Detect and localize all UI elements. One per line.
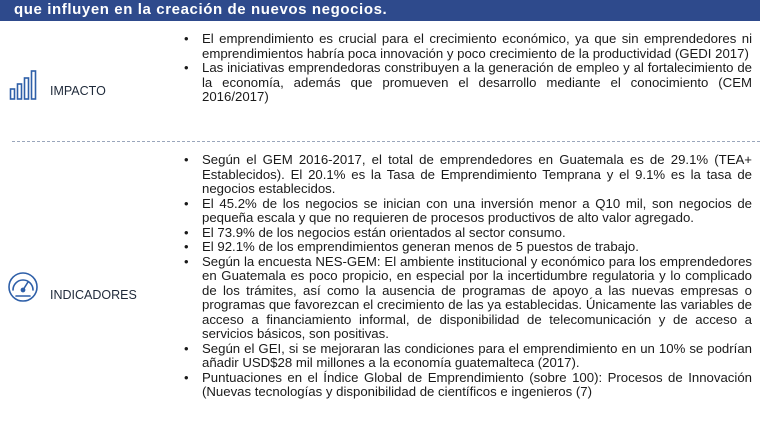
- impacto-bullet-list: [182, 32, 752, 105]
- list-item: • Según la encuesta NES-GEM: El ambiente institucional y económico para los emprendedores en Guatemala es poco propicio, en especial por la incertidumbre regulatoria y lo complicado de los trámites, así como la ausencia de programas de apoyo a las nuevas empresas o programas que favorezcan el crecimiento de las ya establecidas. Únicamente las variables de acceso a financiamiento informal, de disponibilidad de telecomunicación y de acceso a servicios básicos, son positivas.: [182, 255, 752, 342]
- section-label-impacto: IMPACTO: [50, 84, 106, 98]
- gauge-icon: [7, 271, 39, 303]
- list-item: • Según el GEM 2016-2017, el total de emprendedores en Guatemala es de 29.1% (TEA+ Establecidos). El 20.1% es la Tasa de Emprendimiento Temprana y el 9.1% es la tasa de negocios establecidos.: [182, 153, 752, 197]
- list-item: • Según el GEI, si se mejoraran las condiciones para el emprendimiento en un 10% se podrían añadir USD$28 mil millones a la economía guatemalteca (2017).: [182, 342, 752, 371]
- indicadores-bullet-list: [182, 153, 752, 400]
- title-banner: [0, 0, 760, 21]
- list-item: • El 92.1% de los emprendimientos generan menos de 5 puestos de trabajo.: [182, 240, 752, 255]
- banner-title: que influyen en la creación de nuevos negocios.: [14, 1, 388, 18]
- list-item: • El 45.2% de los negocios se inician con una inversión menor a Q10 mil, son negocios de pequeña escala y que no requieren de procesos productivos de alto valor agregado.: [182, 197, 752, 226]
- list-item: • Puntuaciones en el Índice Global de Emprendimiento (sobre 100): Procesos de Innovación (Nuevas tecnologías y disponibilidad de científicos e ingenieros (7): [182, 371, 752, 400]
- bar-chart-icon: [9, 69, 39, 101]
- section-label-indicadores: INDICADORES: [50, 288, 137, 302]
- list-item: • Las iniciativas emprendedoras constribuyen a la generación de empleo y al fortalecimiento de la economía, además que promueven el desarrollo mediante el conocimiento (CEM 2016/2017): [182, 61, 752, 105]
- section-divider: [12, 141, 760, 142]
- list-item: • El 73.9% de los negocios están orientados al sector consumo.: [182, 226, 752, 241]
- list-item: • El emprendimiento es crucial para el crecimiento económico, ya que sin emprendedores ni emprendimientos habría poca innovación y poco crecimiento de la productividad (GEDI 2017): [182, 32, 752, 61]
